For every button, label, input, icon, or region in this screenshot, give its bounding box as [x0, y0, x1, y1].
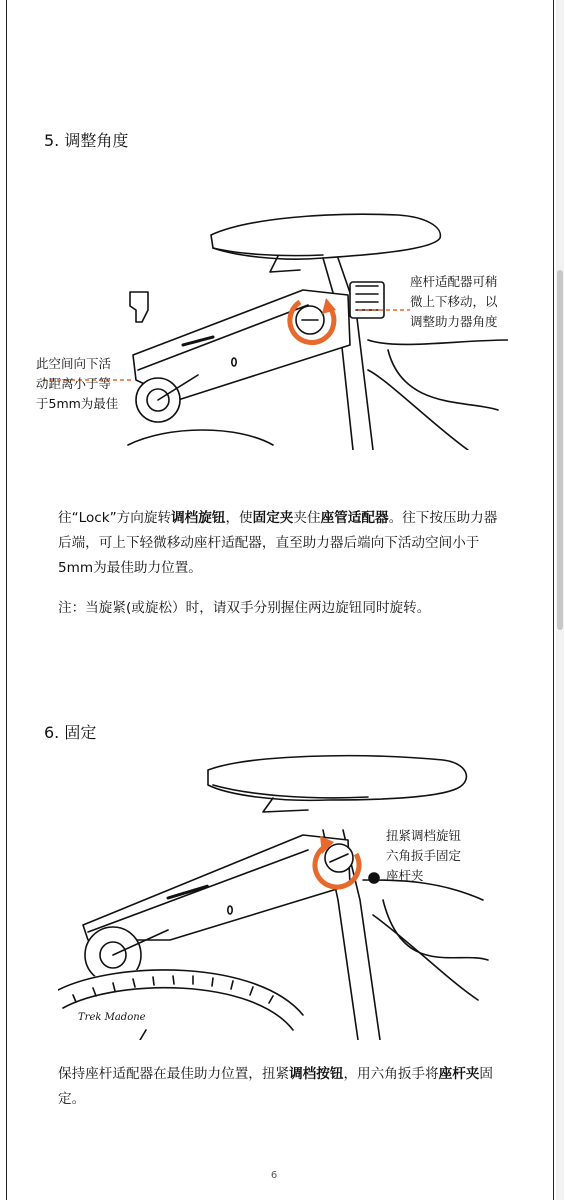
- callout-line: 于5mm为最佳: [36, 396, 119, 411]
- text-run: ，用六角扳手将: [343, 1066, 439, 1082]
- term-button: 调档按钮: [289, 1066, 344, 1082]
- callout-line: 调整助力器角度: [410, 314, 498, 329]
- callout-line: 六角扳手固定: [386, 848, 462, 863]
- callout-line: 动距离小于等: [36, 376, 112, 391]
- wheel-brand-text: Trek Madone: [78, 1012, 146, 1023]
- text-run: 。往下按压助力器后端，可上下轻微移动座杆适配器，直至助力器后端向下活动空间小于5mm为最佳助力位置。: [58, 510, 498, 576]
- term-adapter: 座管适配器: [320, 510, 389, 526]
- section5-callout-left: [36, 354, 118, 414]
- section5-heading: 5. 调整角度: [44, 131, 129, 150]
- term-clamp: 固定夹: [252, 510, 294, 526]
- page-number: 6: [270, 1170, 278, 1181]
- section6-heading: 6. 固定: [44, 723, 97, 742]
- text-run: 往“Lock”方向旋转: [58, 510, 172, 526]
- section5-note: 注：当旋紧(或旋松）时，请双手分别握住两边旋钮同时旋转。: [58, 600, 431, 616]
- callout-line: 微上下移动，以: [410, 294, 498, 309]
- term-seatpost-clamp: 座杆夹: [438, 1066, 480, 1082]
- text-run: ，使: [225, 510, 253, 526]
- section6-instruction: [58, 1062, 498, 1112]
- callout-line: 座杆适配器可稍: [410, 274, 498, 289]
- callout-line: 座杆夹: [386, 868, 424, 883]
- fix-illustration: [58, 750, 498, 1040]
- callout-line: 此空间向下活: [36, 356, 112, 371]
- section5-callout-right: [410, 272, 498, 332]
- callout-line: 扭紧调档旋钮: [386, 828, 462, 843]
- section5-instruction: [58, 506, 498, 581]
- scrollbar[interactable]: [556, 0, 564, 1200]
- scrollbar-thumb[interactable]: [557, 270, 563, 630]
- text-run: 夹住: [293, 510, 321, 526]
- text-run: 保持座杆适配器在最佳助力位置，扭紧: [58, 1066, 290, 1082]
- text-run: 固定。: [58, 1066, 493, 1107]
- term-knob: 调档旋钮: [171, 510, 226, 526]
- section6-callout-right: [386, 826, 461, 886]
